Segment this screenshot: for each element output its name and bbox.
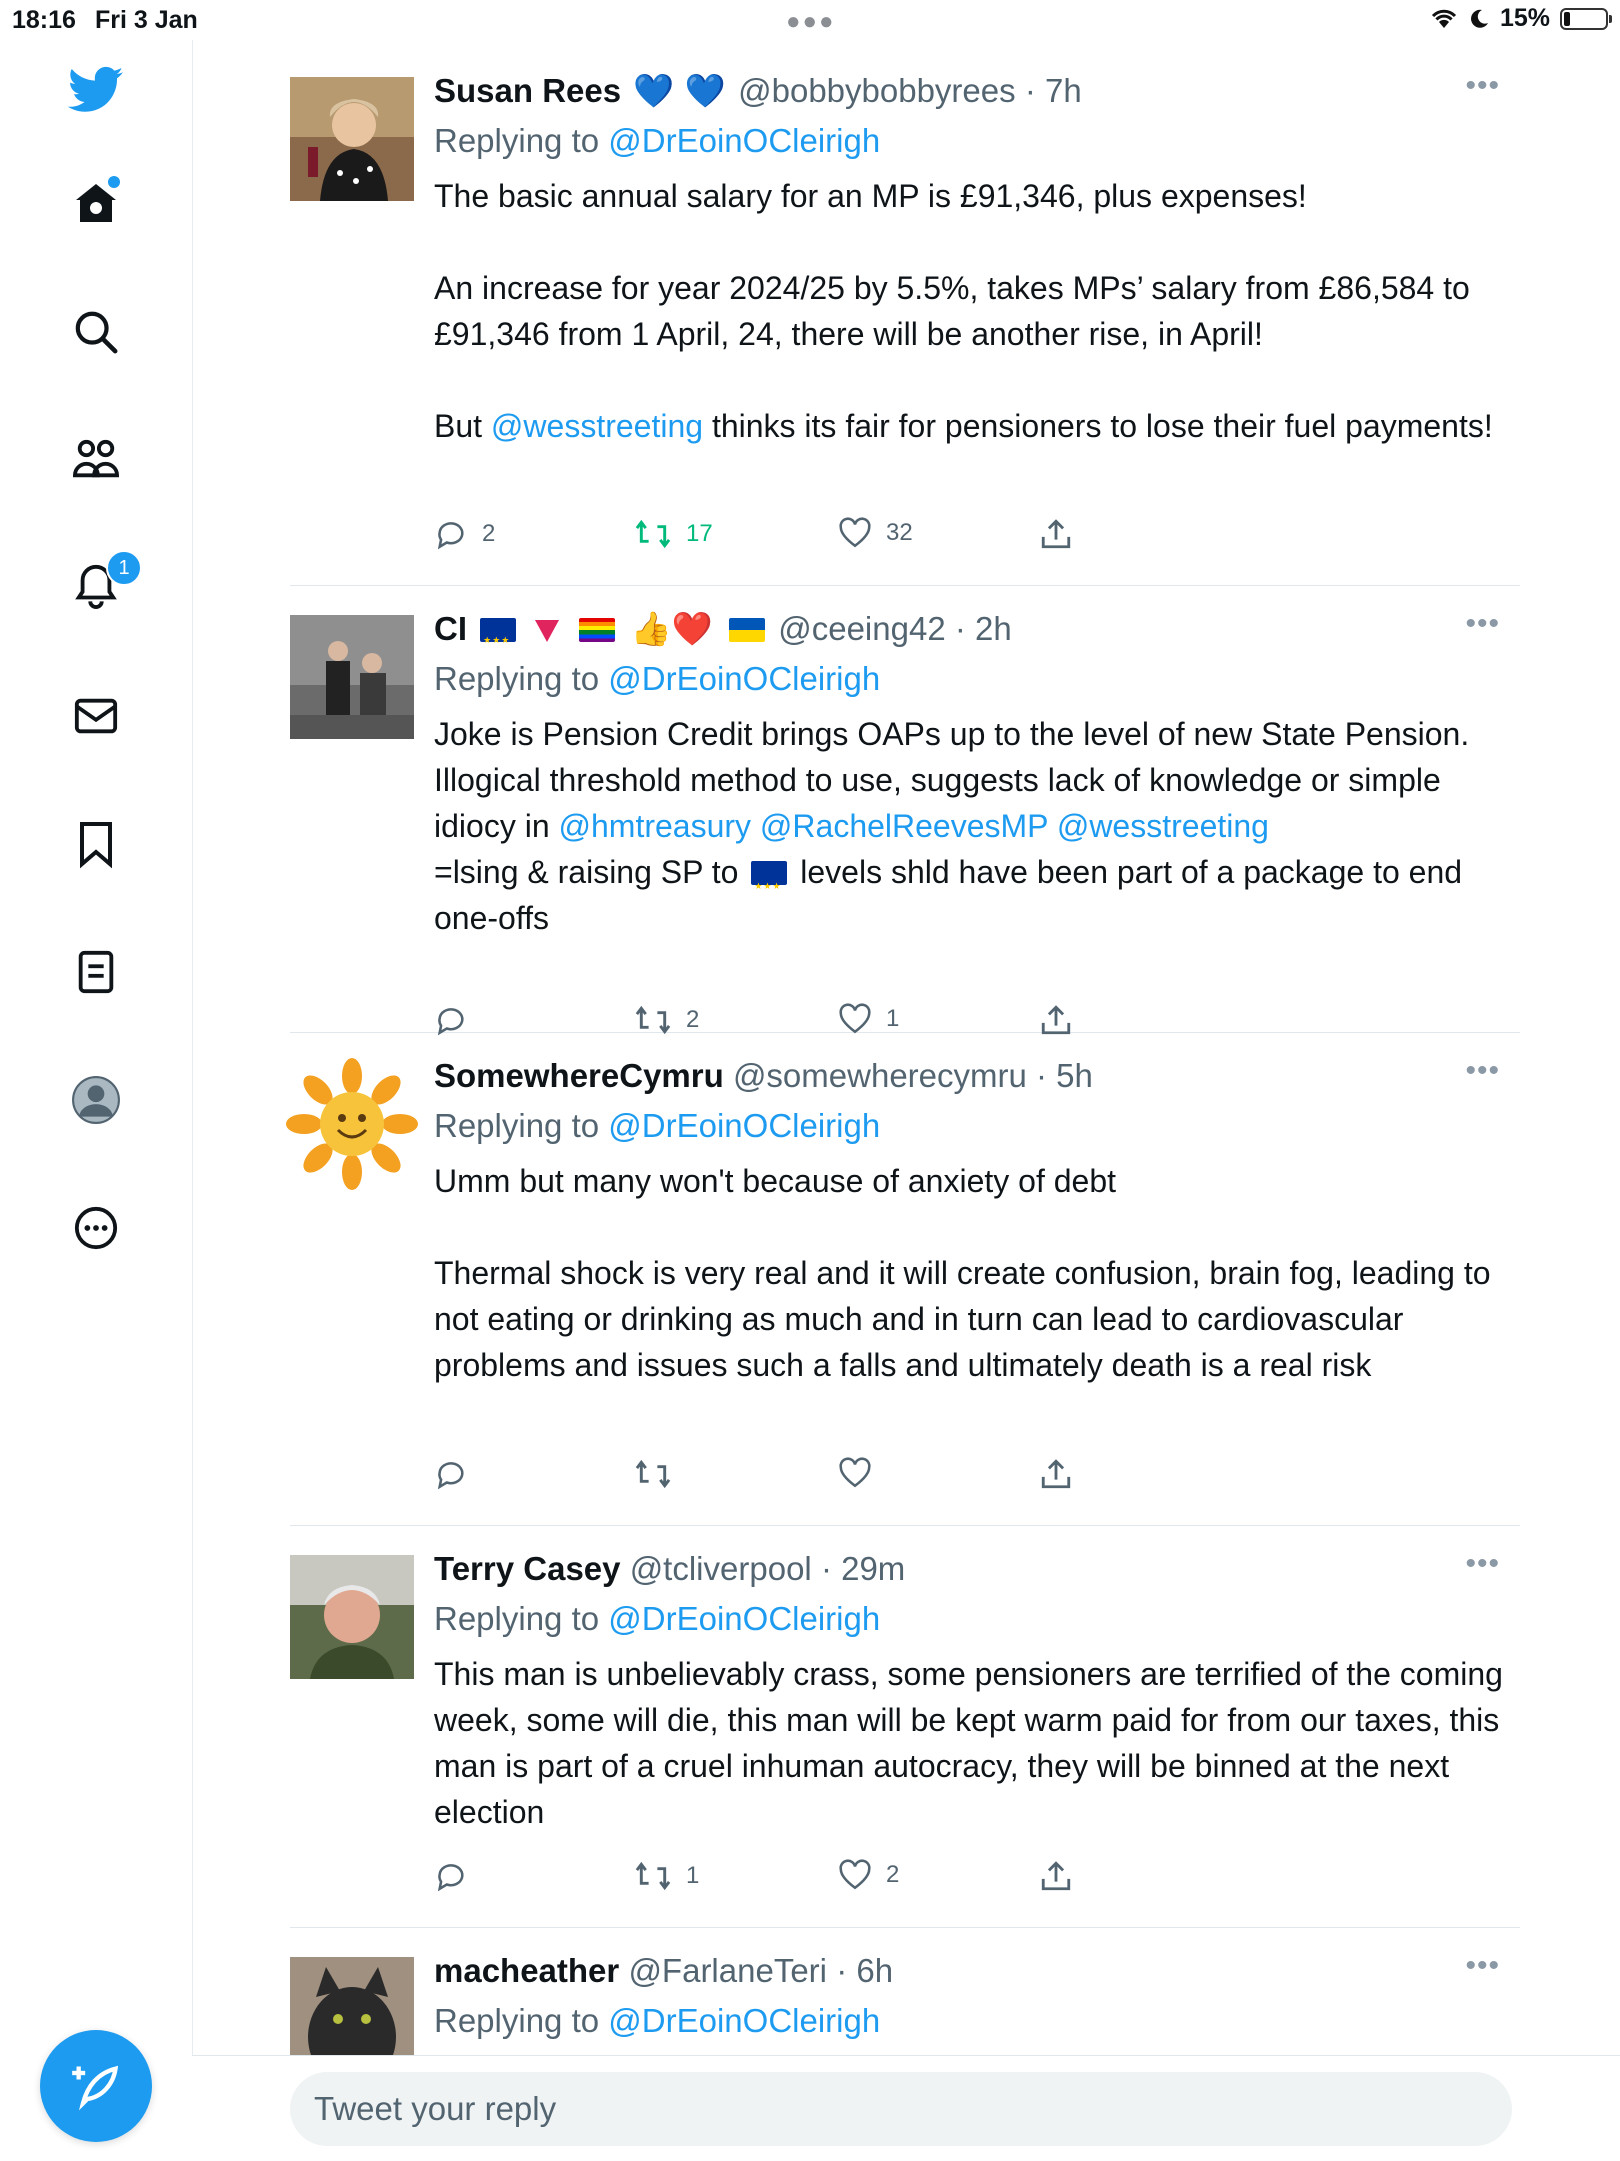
heart-icon xyxy=(838,1003,872,1035)
retweet-icon xyxy=(634,1859,672,1893)
reply-composer xyxy=(192,2055,1620,2161)
home-unread-dot xyxy=(108,176,120,188)
tweet-card[interactable] xyxy=(290,1032,1520,1526)
battery-icon xyxy=(1560,8,1608,30)
replying-to xyxy=(434,1106,1514,1146)
tweet-actions xyxy=(434,517,1134,557)
twitter-logo-icon[interactable] xyxy=(70,64,122,116)
reply-count: 2 xyxy=(482,520,496,547)
tweet-time[interactable]: · 7h xyxy=(1024,72,1082,109)
moon-icon xyxy=(1468,8,1490,30)
more-menu-icon[interactable]: ••• xyxy=(1465,607,1500,640)
tweet-text xyxy=(434,711,1514,941)
tweet-text-part: levels shld have been part of a package to end one-offs xyxy=(434,854,1463,936)
tweet-author-name[interactable]: macheather xyxy=(434,1952,620,1989)
replying-to-mention[interactable]: @DrEoinOCleirigh xyxy=(608,660,881,697)
reply-button[interactable] xyxy=(434,1457,482,1491)
like-button[interactable] xyxy=(838,517,913,549)
red-triangle-icon xyxy=(535,620,559,642)
replying-to-mention[interactable]: @DrEoinOCleirigh xyxy=(608,1107,881,1144)
share-button[interactable] xyxy=(1040,1859,1072,1893)
like-button[interactable] xyxy=(838,1859,899,1891)
retweet-button[interactable] xyxy=(634,517,713,551)
retweet-count: 1 xyxy=(686,1862,700,1889)
more-menu-icon[interactable]: ••• xyxy=(1465,1547,1500,1580)
tweet-author-handle[interactable]: @bobbybobbyrees xyxy=(738,72,1016,109)
avatar[interactable] xyxy=(290,1555,414,1679)
retweet-button[interactable] xyxy=(634,1457,686,1491)
profile-avatar-icon[interactable] xyxy=(70,1074,122,1126)
tweet-author-handle[interactable]: @tcliverpool xyxy=(629,1550,812,1587)
eu-flag-icon xyxy=(480,618,516,642)
tweet-card[interactable] xyxy=(290,1525,1520,1928)
share-icon xyxy=(1040,1859,1072,1893)
tweet-author-name[interactable]: CI xyxy=(434,610,467,647)
thumbs-heart-emojis: 👍❤️ xyxy=(630,609,713,648)
reply-input[interactable] xyxy=(290,2072,1512,2146)
sidebar xyxy=(0,40,193,2160)
mention-link[interactable]: @hmtreasury xyxy=(558,808,752,844)
avatar[interactable] xyxy=(290,1062,414,1186)
replying-to xyxy=(434,2001,1514,2041)
tweet-author-name[interactable]: Terry Casey xyxy=(434,1550,621,1587)
status-date: Fri 3 Jan xyxy=(95,6,198,34)
tweet-text: Umm but many won't because of anxiety of debt Thermal shock is very real and it will create confusion, brain fog, leading to not eating or drinking as much and in turn can lead to cardiovascular problems and issues such a falls and ultimately death is a real risk xyxy=(434,1163,1491,1383)
more-menu-icon[interactable]: ••• xyxy=(1465,69,1500,102)
tweet-actions xyxy=(434,1457,1134,1497)
tweet-author-name[interactable]: SomewhereCymru xyxy=(434,1057,724,1094)
replying-to-mention[interactable]: @DrEoinOCleirigh xyxy=(608,2002,881,2039)
share-button[interactable] xyxy=(1040,1457,1072,1491)
like-count: 2 xyxy=(886,1861,900,1888)
reply-feed xyxy=(290,47,1520,2039)
replying-to xyxy=(434,659,1514,699)
compose-feather-icon xyxy=(70,2060,122,2112)
tweet-time[interactable]: · 2h xyxy=(954,610,1012,647)
mention-link[interactable]: @RachelReevesMP xyxy=(759,808,1048,844)
tweet-text-part: =lsing & raising SP to xyxy=(434,854,739,890)
retweet-count: 17 xyxy=(686,520,713,547)
replying-to xyxy=(434,1599,1514,1639)
retweet-count: 2 xyxy=(686,1006,700,1033)
home-icon[interactable] xyxy=(70,178,122,230)
heart-icon xyxy=(838,1859,872,1891)
tweet-author-handle[interactable]: @FarlaneTeri xyxy=(628,1952,828,1989)
share-button[interactable] xyxy=(1040,517,1072,551)
retweet-button[interactable] xyxy=(634,1859,699,1893)
tweet-author-handle[interactable]: @ceeing42 xyxy=(778,610,946,647)
rainbow-flag-icon xyxy=(579,618,615,642)
search-icon[interactable] xyxy=(70,306,122,358)
multitasking-dots-icon[interactable]: ●●● xyxy=(786,8,836,35)
heart-icon xyxy=(838,517,872,549)
more-menu-icon[interactable]: ••• xyxy=(1465,1054,1500,1087)
mention-link[interactable]: @wesstreeting xyxy=(490,408,704,444)
status-right xyxy=(1430,4,1608,33)
replying-to xyxy=(434,121,1514,161)
tweet-card[interactable] xyxy=(290,585,1520,1033)
reply-button[interactable] xyxy=(434,517,495,551)
like-count: 32 xyxy=(886,519,913,546)
like-button[interactable] xyxy=(838,1003,899,1035)
compose-tweet-button[interactable] xyxy=(40,2030,152,2142)
replying-to-mention[interactable]: @DrEoinOCleirigh xyxy=(608,122,881,159)
eu-flag-icon xyxy=(751,861,787,885)
wifi-icon xyxy=(1430,8,1458,30)
heart-icon xyxy=(838,1457,872,1489)
replying-to-prefix: Replying to xyxy=(434,122,600,159)
battery-percent: 15% xyxy=(1499,4,1550,32)
ukraine-flag-icon xyxy=(729,618,765,642)
retweet-icon xyxy=(634,1457,672,1491)
replying-to-prefix: Replying to xyxy=(434,660,600,697)
lists-icon[interactable] xyxy=(70,946,122,998)
avatar[interactable] xyxy=(290,615,414,739)
replying-to-mention[interactable]: @DrEoinOCleirigh xyxy=(608,1600,881,1637)
tweet-text-part: The basic annual salary for an MP is £91,346, plus expenses! An increase for year 2024/25 by 5.5%, takes MPs’ salary from £86,584 to £91,346 from 1 April, 24, there will be another rise, in April! But xyxy=(434,178,1470,444)
replying-to-prefix: Replying to xyxy=(434,1600,600,1637)
like-count: 1 xyxy=(886,1005,900,1032)
bookmarks-icon[interactable] xyxy=(70,818,122,870)
status-time: 18:16 xyxy=(12,6,76,34)
reply-button[interactable] xyxy=(434,1859,482,1893)
tweet-author-handle[interactable]: @somewherecymru xyxy=(732,1057,1027,1094)
more-menu-icon[interactable]: ••• xyxy=(1465,1949,1500,1982)
tweet-actions xyxy=(434,1859,1134,1899)
replying-to-prefix: Replying to xyxy=(434,2002,600,2039)
reply-icon xyxy=(434,1859,468,1893)
mention-link[interactable]: @wesstreeting xyxy=(1056,808,1269,844)
tweet-time[interactable]: · 29m xyxy=(820,1550,906,1587)
tweet-author-name[interactable]: Susan Rees xyxy=(434,72,622,109)
notifications-bell-icon[interactable] xyxy=(70,556,130,612)
status-bar xyxy=(0,0,1620,40)
tweet-text xyxy=(434,173,1514,449)
replying-to-prefix: Replying to xyxy=(434,1107,600,1144)
tweet-text-part: Joke is Pension Credit brings OAPs up to the level of new State Pension. Illogical threshold method to use, suggests lack of knowledge or simple idiocy in xyxy=(434,716,1470,844)
communities-icon[interactable] xyxy=(70,434,122,486)
share-icon xyxy=(1040,1457,1072,1491)
notifications-badge: 1 xyxy=(106,550,142,586)
tweet-text-part: thinks its fair for pensioners to lose their fuel payments! xyxy=(703,408,1493,444)
retweet-icon xyxy=(634,517,672,551)
tweet-time[interactable]: · 6h xyxy=(836,1952,894,1989)
tweet-text: This man is unbelievably crass, some pensioners are terrified of the coming week, some will die, this man will be kept warm paid for from our taxes, this man is part of a cruel inhuman autocracy, they will be binned at the next election xyxy=(434,1656,1503,1830)
reply-icon xyxy=(434,1457,468,1491)
messages-envelope-icon[interactable] xyxy=(70,690,122,742)
avatar[interactable] xyxy=(290,77,414,201)
more-options-icon[interactable] xyxy=(70,1202,122,1254)
blue-heart-emojis: 💙 💙 xyxy=(633,71,726,110)
share-icon xyxy=(1040,517,1072,551)
tweet-card[interactable] xyxy=(290,47,1520,586)
tweet-time[interactable]: · 5h xyxy=(1036,1057,1093,1094)
like-button[interactable] xyxy=(838,1457,886,1489)
reply-icon xyxy=(434,517,468,551)
